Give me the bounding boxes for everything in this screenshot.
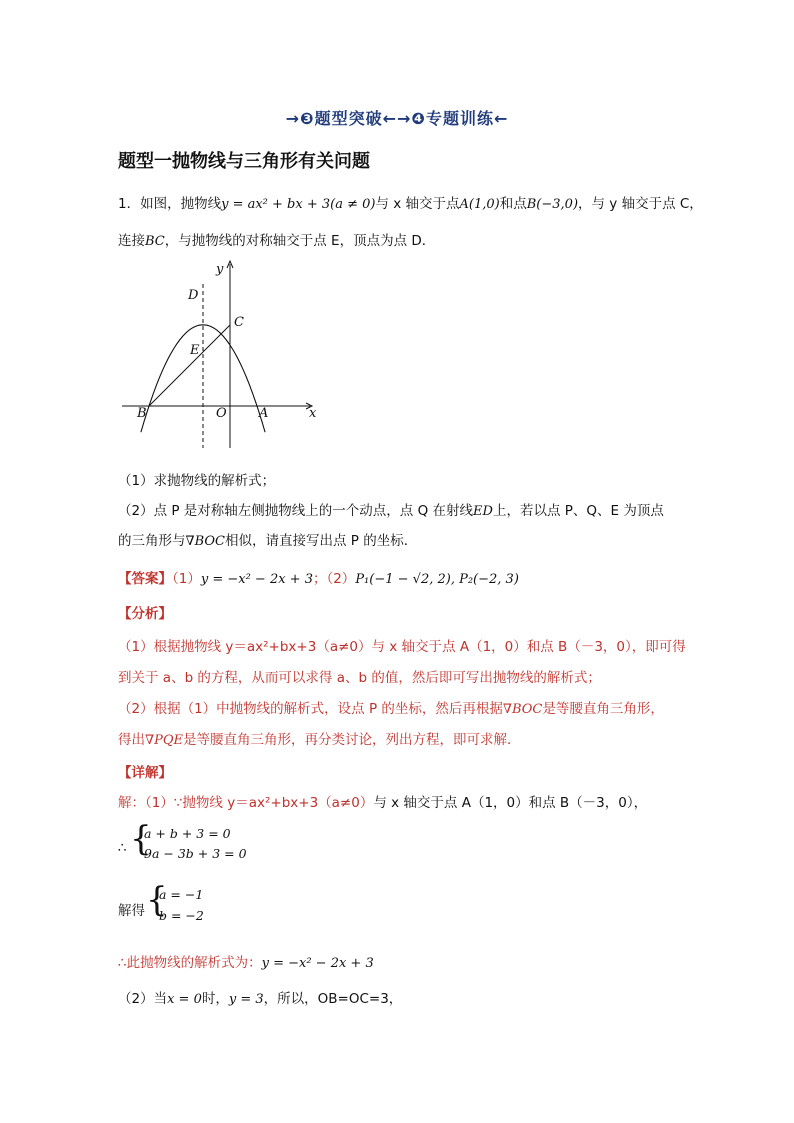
problem-line-2 [118,229,435,249]
problem-text: 连接 [118,233,145,249]
detail-text: 与 x 轴交于点 A（1，0）和点 B（－3，0）， [373,795,648,811]
analysis-text: 得出 [118,732,145,748]
parabola-figure [118,256,328,452]
system-brace: { [146,880,168,920]
system-1-eq-b: 9a − 3b + 3 = 0 [144,846,247,861]
answer-part-label: ；（2） [312,571,356,587]
label-e: E [190,343,200,358]
point-b: B(−3,0) [526,197,579,212]
problem-text: 和点 [499,196,527,212]
detail-line-2 [118,987,402,1007]
answer-line [118,567,519,587]
problem-text: ，与 y 轴交于点 C， [578,196,703,212]
analysis-tag: 【分析】 [118,606,172,622]
detail-text: ，所以，OB=OC=3， [263,991,403,1007]
triangle-pqe: ∇PQE [145,733,183,748]
result-equation: y = −x² − 2x + 3 [261,956,374,971]
segment-bc: BC [145,234,165,249]
label-o: O [216,406,227,421]
label-c: C [234,315,244,330]
analysis-line-2: 到关于 a、b 的方程，从而可以求得 a、b 的值，然后即可写出抛物线的解析式； [118,670,601,686]
question-2-line-1 [118,499,664,519]
label-a: A [259,406,269,421]
detail-text: 时， [201,991,229,1007]
x-equals-zero: x = 0 [167,992,202,1007]
triangle-boc: ∇BOC [502,702,543,717]
answer-equation-2: P₁(−1 − √2, 2), P₂(−2, 3) [355,572,519,587]
system-brace: { [130,819,152,859]
question-text: （2）点 P 是对称轴左侧抛物线上的一个动点，点 Q 在射线 [118,503,474,519]
analysis-text: 是等腰直角三角形， [542,701,664,717]
question-text: 相似，请直接写出点 P 的坐标． [224,533,418,549]
ray-ed: ED [473,504,493,519]
segment-bc-line [149,325,230,406]
problem-text: 1．如图，抛物线 [118,196,222,212]
question-text: 的三角形与 [118,533,186,549]
question-text: 上，若以点 P、Q、E 为顶点 [492,503,664,519]
y-axis-label: y [216,262,224,277]
result-line [118,951,374,971]
detail-line-1 [118,791,647,811]
detail-text: 解：（1） [118,795,174,811]
analysis-text: 是等腰直角三角形，再分类讨论，列出方程，即可求解． [182,732,521,748]
system-2-eq-a: a = −1 [159,887,204,902]
answer-equation-1: y = −x² − 2x + 3 [200,572,313,587]
question-1: （1）求抛物线的解析式； [118,473,276,489]
label-d: D [188,288,199,303]
parabola-equation: y = ax² + bx + 3(a ≠ 0) [221,197,376,212]
problem-text: ，与抛物线的对称轴交于点 E，顶点为点 D． [164,233,436,249]
solve-label: 解得 [118,903,145,919]
triangle-boc: ∇BOC [185,534,225,549]
label-b: B [137,406,147,421]
answer-part-label: （1） [172,571,201,587]
analysis-line-1: （1）根据抛物线 y＝ax²+bx+3（a≠0）与 x 轴交于点 A（1，0）和点 B（－3，0），即可得 [118,639,686,655]
section-title: 题型一抛物线与三角形有关问题 [118,151,370,172]
problem-line-1 [118,192,703,212]
detail-text: ∵抛物线 y＝ax²+bx+3（a≠0） [173,795,374,811]
point-a: A(1,0) [459,197,500,212]
detail-text: （2）当 [118,991,168,1007]
analysis-line-3 [118,697,664,717]
result-text: ∴此抛物线的解析式为： [118,955,262,971]
problem-text: 与 x 轴交于点 [375,196,460,212]
section-banner: →❸题型突破←→❹专题训练← [285,109,509,128]
x-axis-label: x [309,406,317,421]
answer-tag: 【答案】 [118,571,172,587]
detail-tag: 【详解】 [118,765,172,781]
analysis-text: （2）根据（1）中抛物线的解析式，设点 P 的坐标，然后再根据 [118,701,503,717]
question-2-line-2 [118,529,417,549]
system-1-eq-a: a + b + 3 = 0 [144,826,231,841]
therefore-symbol: ∴ [118,840,127,856]
analysis-line-4 [118,728,520,748]
system-2-eq-b: b = −2 [159,908,204,923]
y-equals-three: y = 3 [228,992,264,1007]
